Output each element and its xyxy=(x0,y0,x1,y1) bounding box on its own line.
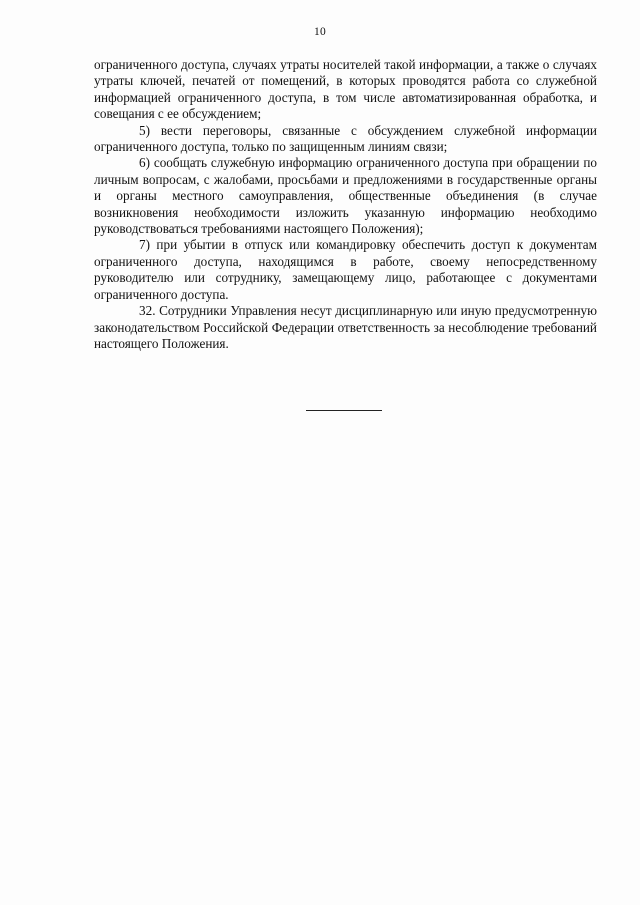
paragraph-clause-32: 32. Сотрудники Управления несут дисциплинарную или иную предусмотренную законодательством Российской Федерации ответственность за несоблюдение требований настоящего Положения. xyxy=(94,303,597,351)
page-number: 10 xyxy=(313,26,327,38)
paragraph-item-6: 6) сообщать служебную информацию ограниченного доступа при обращении по личным вопросам, с жалобами, просьбами и предложениями в государственные органы и органы местного самоуправления, общественные объединения (в случае возникновения необходимости изложить указанную информацию необходимо руководствоваться требованиями настоящего Положения); xyxy=(94,155,597,237)
paragraph-item-5: 5) вести переговоры, связанные с обсуждением служебной информации ограниченного доступа, только по защищенным линиям связи; xyxy=(94,122,597,155)
end-divider-line xyxy=(306,410,382,411)
paragraph-continuation: ограниченного доступа, случаях утраты носителей такой информации, а также о случаях утраты ключей, печатей от помещений, в которых проводятся работа со служебной информацией ограниченного доступа, в том числе автоматизированная обработка, и совещания с ее обсуждением; xyxy=(94,57,597,122)
paragraph-item-7: 7) при убытии в отпуск или командировку обеспечить доступ к документам ограниченного доступа, находящимся в работе, своему непосредственному руководителю или сотруднику, замещающему лицо, работающее с документами ограниченного доступа. xyxy=(94,237,597,302)
body-text xyxy=(94,57,597,352)
